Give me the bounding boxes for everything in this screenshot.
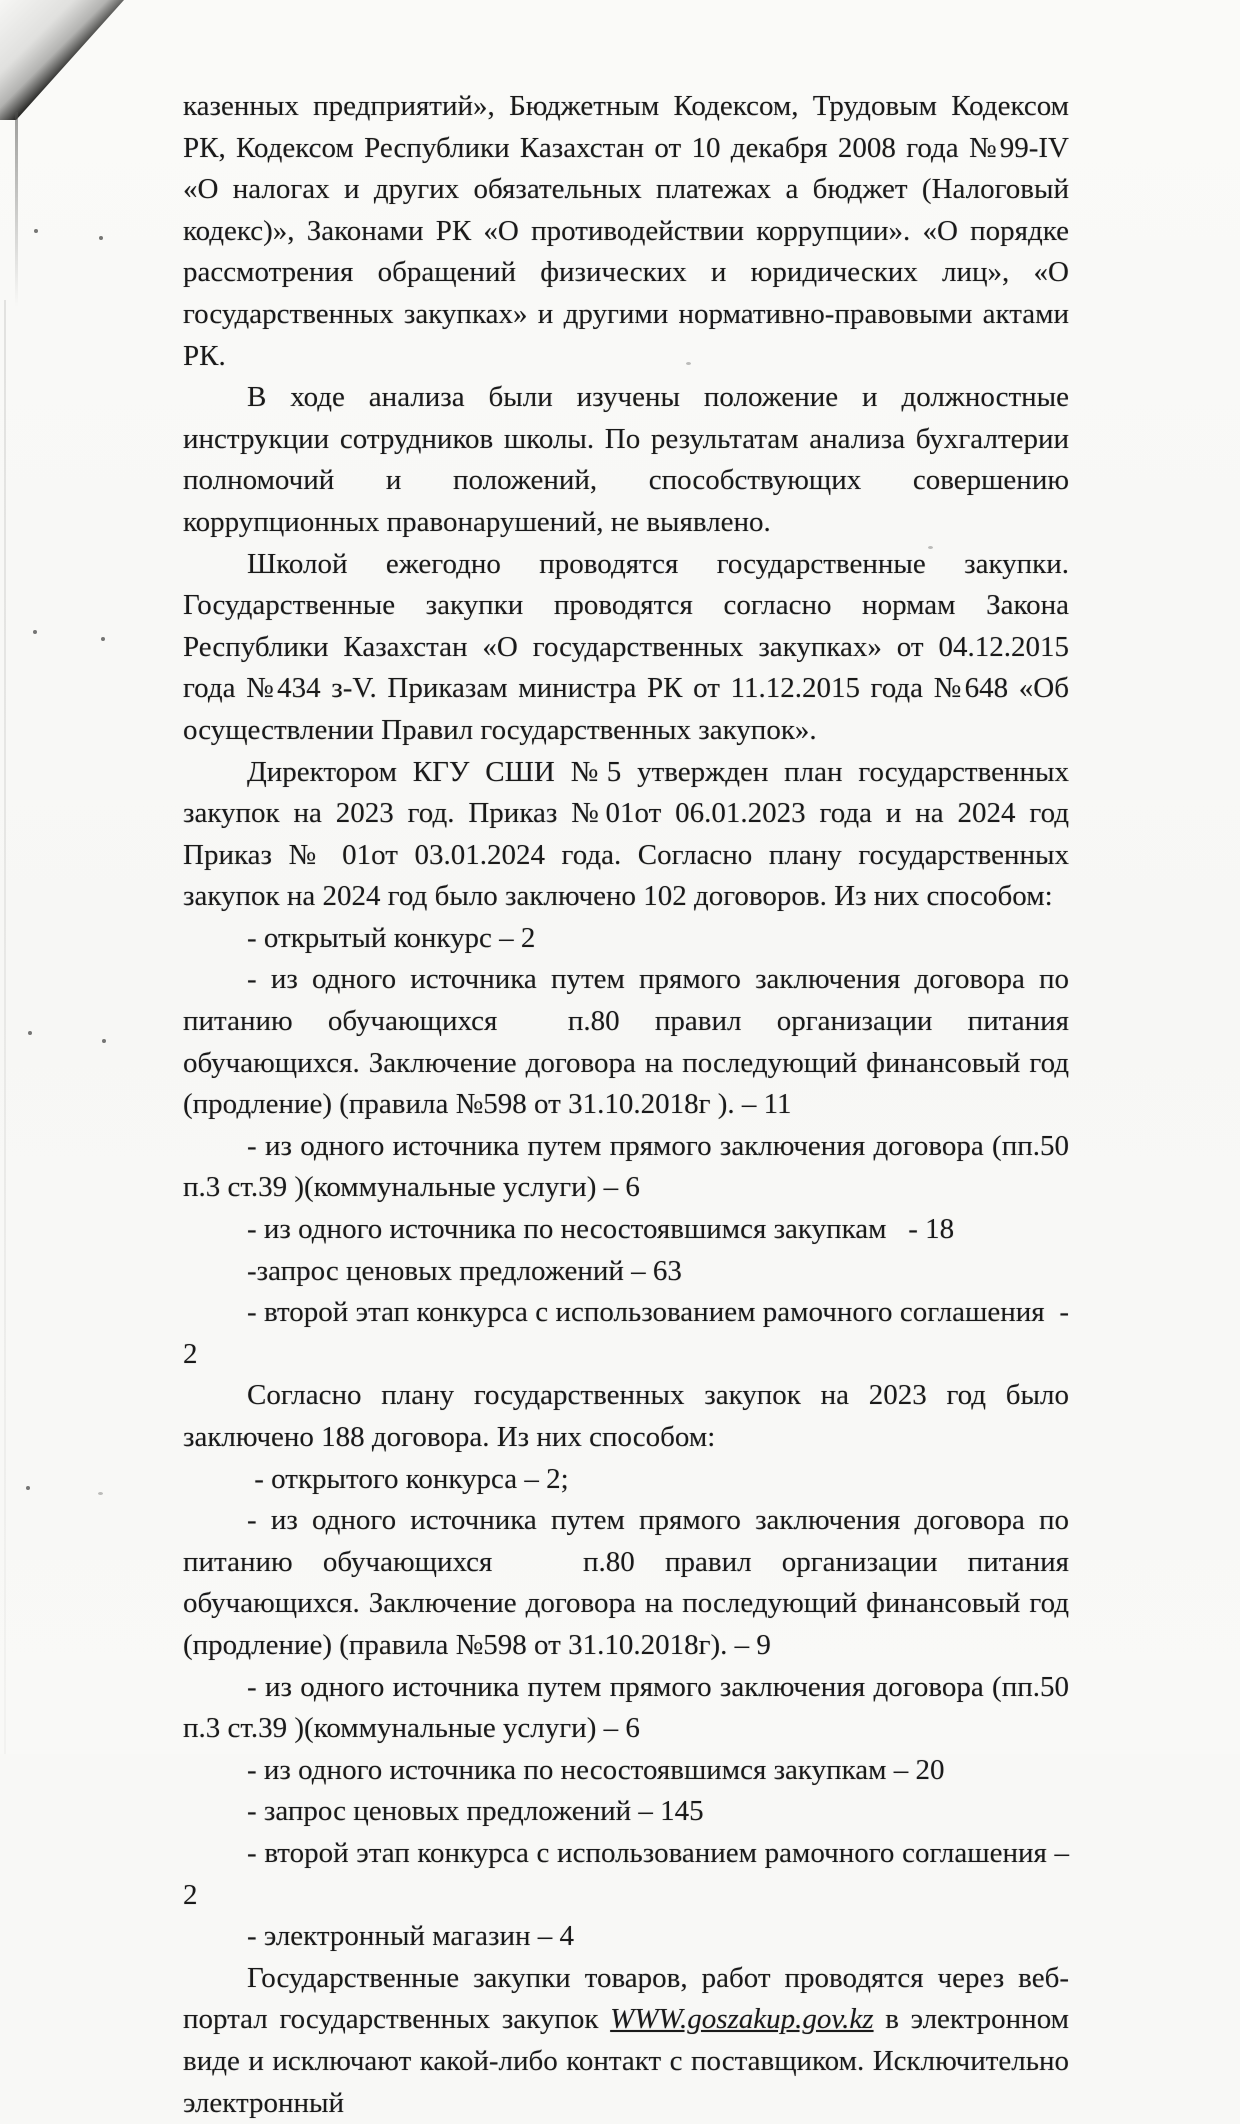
scan-left-edge-shadow (4, 300, 6, 1754)
scan-speck (28, 1031, 32, 1035)
text-segment: - запрос ценовых предложений – 145 (247, 1795, 704, 1828)
text-segment: - из одного источника путем прямого заключения договора по питанию обучающихся п.80 правил организации питания обучающихся. Заключение договора на последующий финансовый год (продление) (правила №598 от 31.10.2018г ). – 11 (183, 963, 1069, 1121)
paragraph (183, 86, 1069, 377)
text-segment: В ходе анализа были изучены положение и должностные инструкции сотрудников школы. По результатам анализа бухгалтерии полномочий и положений, способствующих совершению коррупционных правонарушений, не выявлено. (183, 381, 1069, 538)
paragraph (183, 1750, 1069, 1792)
text-segment: в электронном виде и исключают какой-либо контакт с поставщиком. Исключительно электронный (183, 2003, 1069, 2119)
text-segment: - из одного источника по несостоявшимся закупкам - 18 (247, 1213, 955, 1246)
paragraph (183, 1251, 1069, 1293)
text-segment: - второй этап конкурса с использованием рамочного соглашения - 2 (183, 1296, 1069, 1370)
text-segment: - из одного источника путем прямого заключения договора (пп.50 п.3 ст.39 )(коммунальные услуги) – 6 (183, 1129, 1069, 1204)
text-segment: Школой ежегодно проводятся государственные закупки. Государственные закупки проводятся согласно нормам Закона Республики Казахстан «О государственных закупках» от 04.12.2015 года №434 з-V. Приказам министра РК от 11.12.2015 года №648 «Об осуществлении Правил государственных закупок». (183, 547, 1069, 746)
scan-speck (33, 630, 37, 634)
paragraph (183, 1916, 1069, 1958)
paragraph (183, 1375, 1069, 1458)
text-segment: - открытого конкурса – 2; (247, 1462, 569, 1495)
text-segment: - открытый конкурс – 2 (247, 921, 536, 954)
paragraph (183, 1500, 1069, 1666)
paragraph (183, 918, 1069, 960)
scan-speck (34, 229, 38, 233)
text-segment: Государственные закупки товаров, работ проводятся через веб-портал государственных закупок (183, 1961, 1069, 2036)
text-segment: - из одного источника путем прямого заключения договора по питанию обучающихся п.80 правил организации питания обучающихся. Заключение договора на последующий финансовый год (продление) (правила №598 от 31.10.2018г). – 9 (183, 1504, 1069, 1661)
text-segment: Согласно плану государственных закупок на 2023 год было заключено 188 договора. Из них способом: (183, 1379, 1069, 1453)
paragraph (183, 1209, 1069, 1251)
paragraph (183, 1667, 1069, 1750)
paragraph (183, 544, 1069, 752)
scan-paper-edge-line (15, 112, 18, 307)
document-text (183, 86, 1069, 2124)
paragraph (183, 1126, 1069, 1209)
paragraph (183, 1292, 1069, 1375)
text-segment: - электронный магазин – 4 (247, 1920, 574, 1953)
text-segment: казенных предприятий», Бюджетным Кодексом, Трудовым Кодексом РК, Кодексом Республики Казахстан от 10 декабря 2008 года №99-IV «О налогах и других обязательных платежах а бюджет (Налоговый кодекс)», Законами РК «О противодействии коррупции». «О порядке рассмотрения обращений физических и юридических лиц», «О государственных закупках» и другими нормативно-правовыми актами РК. (183, 90, 1069, 372)
text-segment: - второй этап конкурса с использованием рамочного соглашения – 2 (183, 1836, 1069, 1911)
scan-corner-fold-artifact (0, 0, 124, 120)
paragraph (183, 1791, 1069, 1833)
text-segment: Директором КГУ СШИ №5 утвержден план государственных закупок на 2023 год. Приказ №01от 06.01.2023 года и на 2024 год Приказ № 01от 03.01.2024 года. Согласно плану государственных закупок на 2024 год было заключено 102 договоров. Из них способом: (183, 755, 1069, 913)
scan-speck (99, 236, 103, 240)
paragraph (183, 752, 1069, 918)
paragraph (183, 1958, 1069, 2124)
scan-speck (101, 637, 105, 641)
scan-speck (102, 1039, 106, 1043)
paragraph (183, 959, 1069, 1125)
paragraph (183, 1833, 1069, 1916)
goszakup-url-text: WWW.goszakup.gov.kz (610, 2003, 874, 2036)
text-segment: -запрос ценовых предложений – 63 (247, 1254, 682, 1287)
paragraph (183, 377, 1069, 543)
scan-speck (26, 1486, 30, 1490)
text-segment: - из одного источника путем прямого заключения договора (пп.50 п.3 ст.39 )(коммунальные услуги) – 6 (183, 1670, 1069, 1745)
paragraph (183, 1459, 1069, 1501)
text-segment: - из одного источника по несостоявшимся закупкам – 20 (247, 1753, 945, 1786)
scan-speck (98, 1492, 103, 1495)
